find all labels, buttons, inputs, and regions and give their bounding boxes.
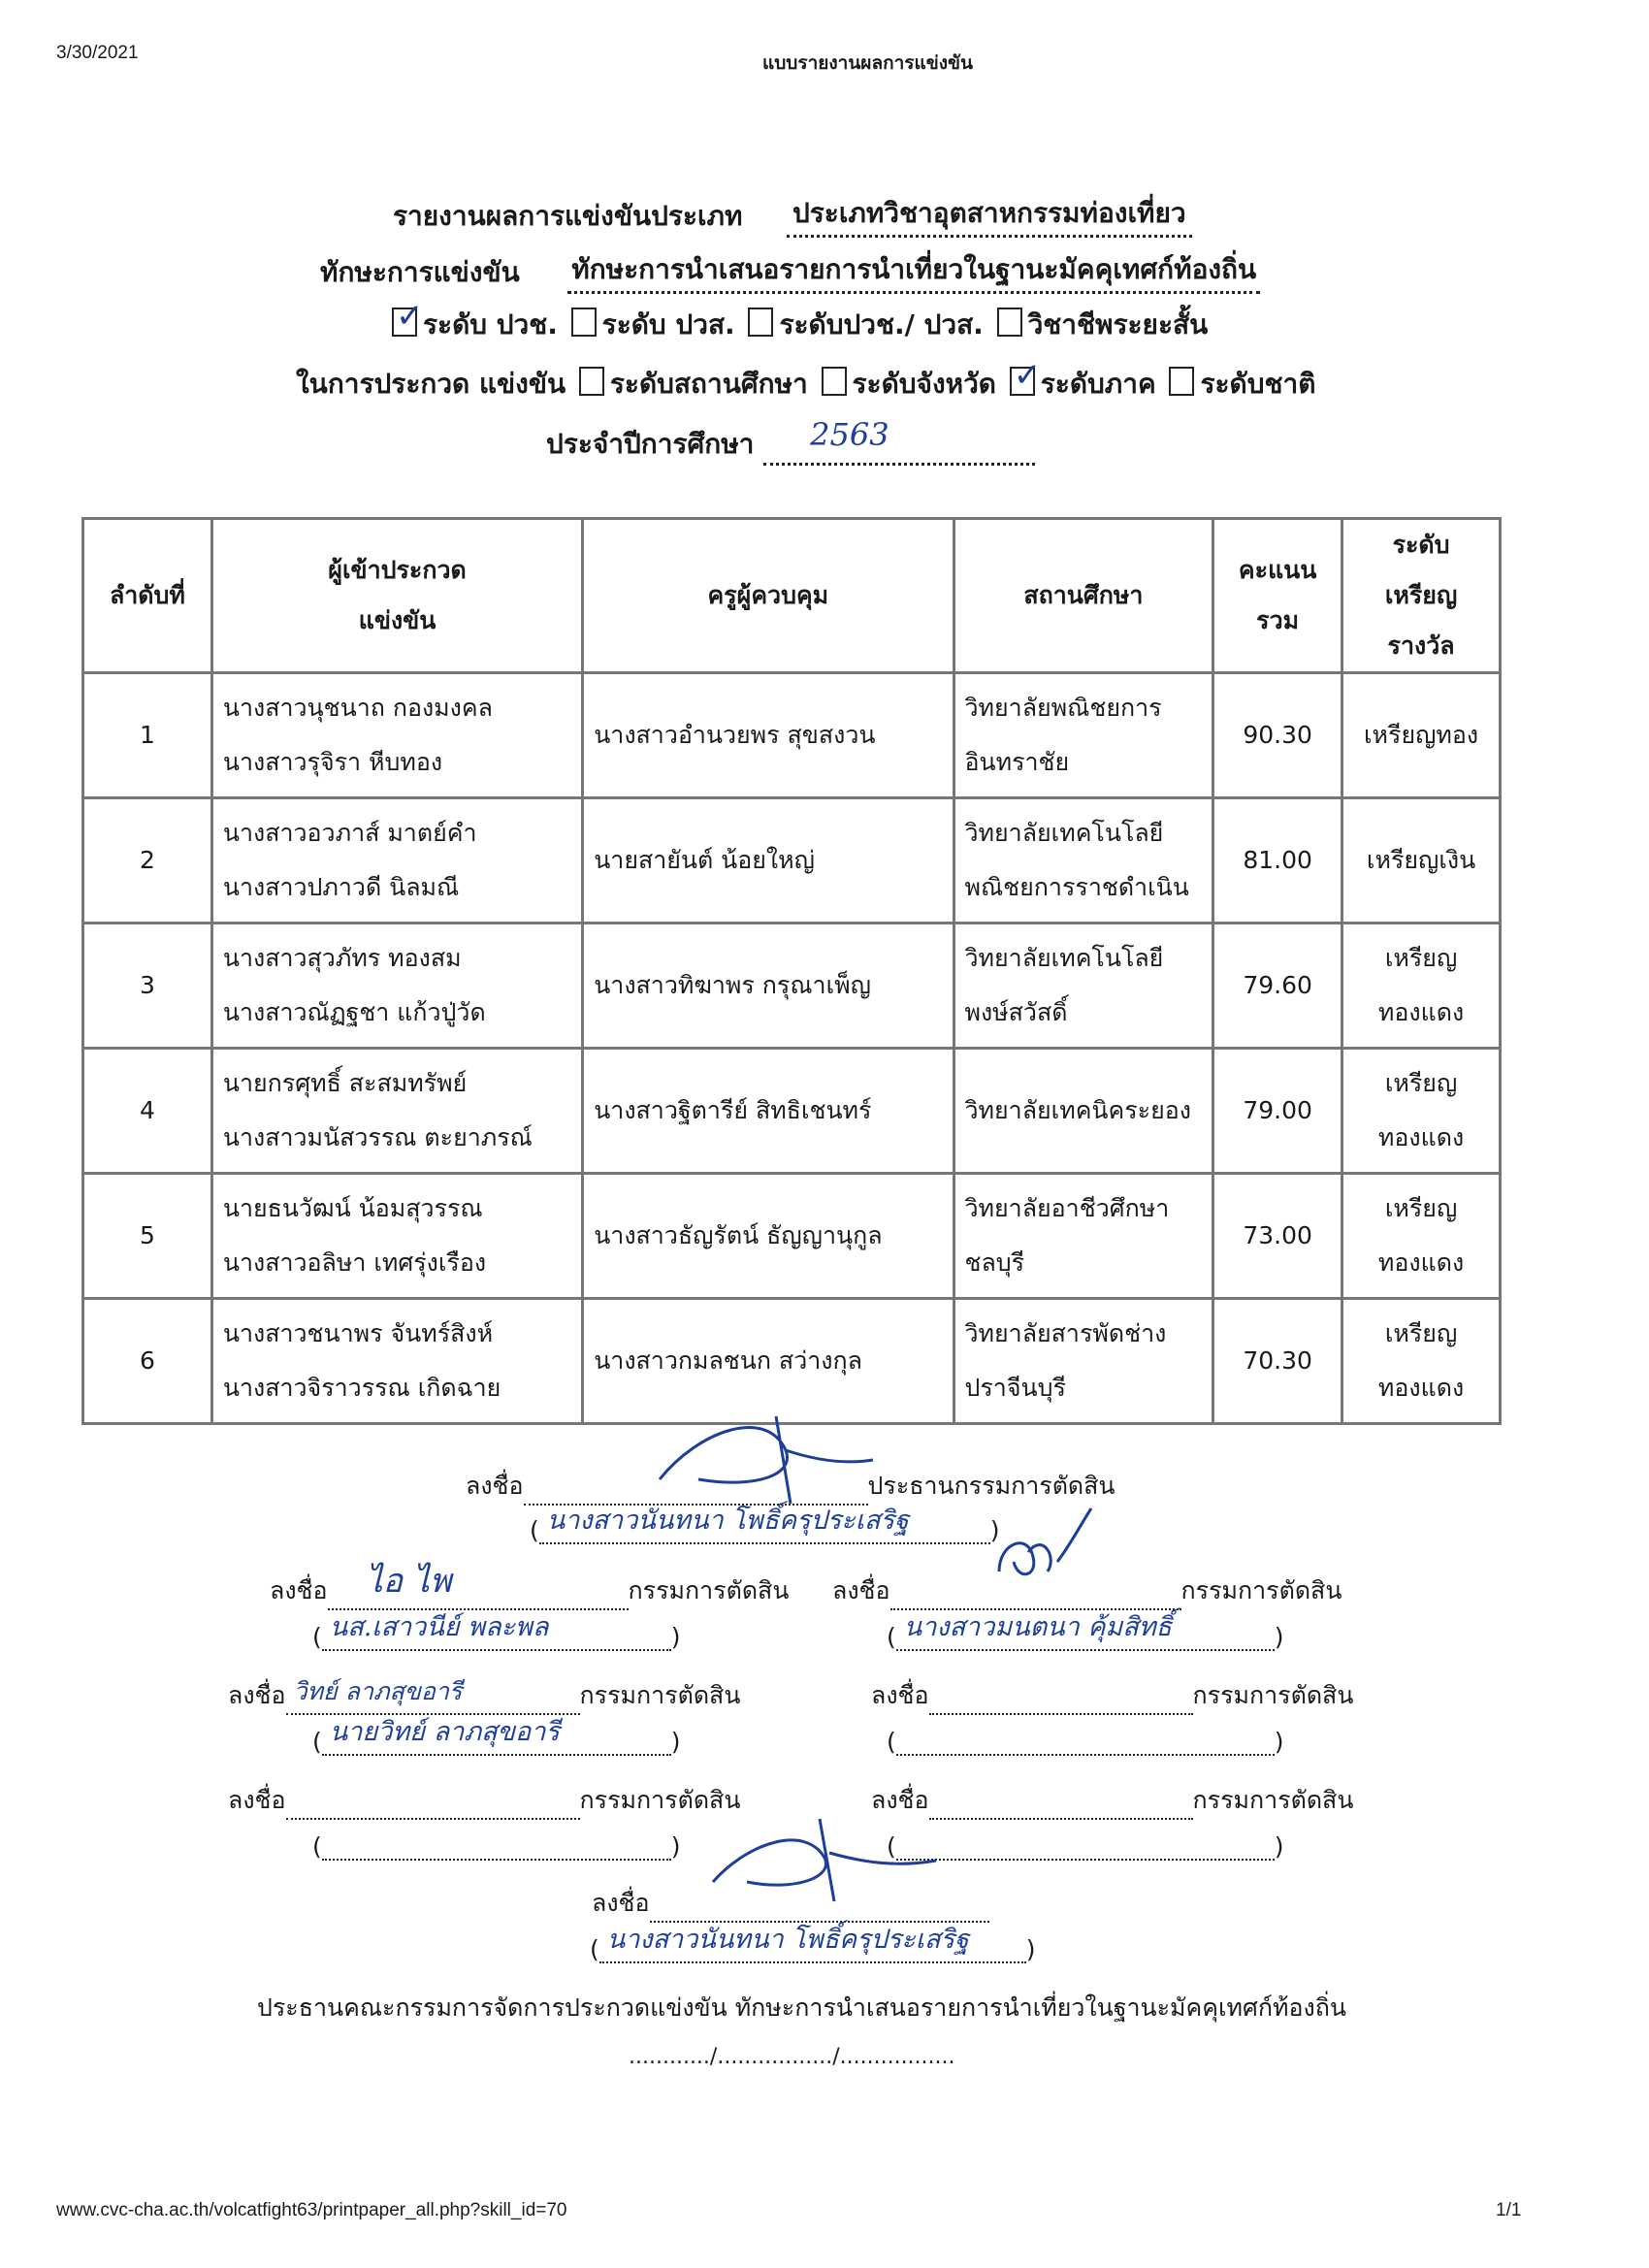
row-no: 6 [83, 1299, 212, 1424]
judge1-name-row: ( นส.เสาวนีย์ พละพล ) [312, 1622, 681, 1651]
final-name-row: ( นางสาวนันทนา โพธิ์ครุประเสริฐ ) [590, 1934, 1036, 1963]
contest-checkbox-province[interactable] [822, 367, 847, 396]
year-line [546, 416, 1035, 466]
type-line [393, 192, 1192, 238]
judge2-name-row: ( นางสาวมนตนา คุ้มสิทธิ์ ) [887, 1622, 1284, 1651]
chair-name: นางสาวนันทนา โพธิ์ครุประเสริฐ [546, 1506, 909, 1536]
level-options [388, 297, 1209, 346]
judge4-name-row: ( ) [887, 1728, 1284, 1756]
year-value: 2563 [810, 416, 889, 453]
header-score: คะแนน รวม [1213, 519, 1342, 673]
row-teacher: นายสายันต์ น้อยใหญ่ [583, 798, 954, 923]
header-school: สถานศึกษา [954, 519, 1213, 673]
row-score: 70.30 [1213, 1299, 1342, 1424]
row-score: 79.60 [1213, 923, 1342, 1049]
row-no: 1 [83, 673, 212, 798]
table-header-row [83, 519, 1501, 673]
row-score: 73.00 [1213, 1174, 1342, 1299]
contest-label: ในการประกวด แข่งขัน [296, 368, 566, 400]
row-medal: เหรียญ ทองแดง [1342, 1299, 1501, 1424]
header-no: ลำดับที่ [83, 519, 212, 673]
judge2-name: นางสาวมนตนา คุ้มสิทธิ์ [903, 1612, 1172, 1642]
judge2-signature-image [989, 1504, 1096, 1591]
print-date: 3/30/2021 [56, 43, 139, 63]
print-title: แบบรายงานผลการแข่งขัน [762, 53, 973, 74]
level-label-high-vocational: ระดับ ปวส. [601, 308, 735, 340]
type-value: ประเภทวิชาอุตสาหกรรมท่องเที่ยว [787, 192, 1192, 238]
judge5-name-row: ( ) [312, 1832, 681, 1861]
final-name: นางสาวนันทนา โพธิ์ครุประเสริฐ [606, 1925, 969, 1955]
row-school: วิทยาลัยพณิชยการ อินทราชัย [954, 673, 1213, 798]
row-teacher: นางสาวกมลชนก สว่างกุล [583, 1299, 954, 1424]
row-teacher: นางสาวอำนวยพร สุขสงวน [583, 673, 954, 798]
row-school: วิทยาลัยอาชีวศึกษา ชลบุรี [954, 1174, 1213, 1299]
judge1-name: นส.เสาวนีย์ พละพล [329, 1612, 549, 1642]
contest-label-province: ระดับจังหวัด [852, 368, 996, 400]
header-contestant: ผู้เข้าประกวด แข่งขัน [211, 519, 582, 673]
row-no: 3 [83, 923, 212, 1049]
footer-url: www.cvc-cha.ac.th/volcatfight63/printpaper_all.php?skill_id=70 [56, 2200, 567, 2220]
row-score: 90.30 [1213, 673, 1342, 798]
header-teacher: ครูผู้ควบคุม [583, 519, 954, 673]
contest-options [296, 356, 1316, 405]
judge6-name-row: ( ) [887, 1832, 1284, 1861]
contest-label-region: ระดับภาค [1040, 368, 1156, 400]
row-contestants: นางสาวนุชนาถ กองมงคล นางสาวรุจิรา หีบทอง [211, 673, 582, 798]
header-medal: ระดับ เหรียญรางวัล [1342, 519, 1501, 673]
judge6-sign-row: ลงชื่อ กรรมการตัดสิน [871, 1781, 1353, 1820]
row-medal: เหรียญทอง [1342, 673, 1501, 798]
type-label: รายงานผลการแข่งขันประเภท [393, 200, 743, 232]
row-medal: เหรียญเงิน [1342, 798, 1501, 923]
judge3-signature: วิทย์ ลาภสุขอารี [293, 1677, 463, 1705]
level-label-vocational: ระดับ ปวช. [423, 308, 558, 340]
chair-name-row: ( นางสาวนันทนา โพธิ์ครุประเสริฐ ) [530, 1515, 1000, 1544]
row-teacher: นางสาวทิฆาพร กรุณาเพ็ญ [583, 923, 954, 1049]
row-medal: เหรียญ ทองแดง [1342, 923, 1501, 1049]
row-no: 5 [83, 1174, 212, 1299]
contest-checkbox-region[interactable] [1010, 356, 1042, 396]
skill-line [320, 248, 1260, 294]
row-school: วิทยาลัยเทคโนโลยี พงษ์สวัสดิ์ [954, 923, 1213, 1049]
row-score: 79.00 [1213, 1049, 1342, 1174]
level-label-short-course: วิชาชีพระยะสั้น [1027, 308, 1209, 340]
footer-page: 1/1 [1496, 2200, 1522, 2220]
level-checkbox-both[interactable] [748, 308, 773, 337]
judge5-sign-row: ลงชื่อ กรรมการตัดสิน [228, 1781, 740, 1820]
row-contestants: นางสาวชนาพร จันทร์สิงห์ นางสาวจิราวรรณ เกิดฉาย [211, 1299, 582, 1424]
judge1-signature: ไอ ไพ [366, 1562, 452, 1601]
row-contestants: นายธนวัฒน์ น้อมสุวรรณ นางสาวอลิษา เทศรุ่งเรือง [211, 1174, 582, 1299]
chair-sign-row: ลงชื่อ ประธานกรรมการตัดสิน [466, 1467, 1116, 1506]
level-checkbox-high-vocational[interactable] [571, 308, 597, 337]
judge4-sign-row: ลงชื่อ กรรมการตัดสิน [871, 1676, 1353, 1715]
results-table [81, 517, 1502, 1425]
judge1-sign-row: ลงชื่อ ไอ ไพ กรรมการตัดสิน [270, 1571, 789, 1610]
row-teacher: นางสาวฐิตารีย์ สิทธิเชนทร์ [583, 1049, 954, 1174]
contest-label-national: ระดับชาติ [1200, 368, 1316, 400]
skill-value: ทักษะการนำเสนอรายการนำเที่ยวในฐานะมัคคุเทศก์ท้องถิ่น [567, 248, 1260, 294]
level-checkbox-vocational[interactable] [392, 297, 424, 337]
table-row [83, 1299, 1501, 1424]
table-row [83, 1049, 1501, 1174]
chair-title: ประธานกรรมการตัดสิน [867, 1472, 1116, 1500]
row-no: 2 [83, 798, 212, 923]
final-sign-row: ลงชื่อ [592, 1884, 989, 1923]
level-label-both: ระดับปวช./ ปวส. [779, 308, 984, 340]
row-contestants: นางสาวสุวภัทร ทองสม นางสาวณัฏฐชา แก้วปู่วัด [211, 923, 582, 1049]
table-row [83, 1174, 1501, 1299]
row-medal: เหรียญ ทองแดง [1342, 1174, 1501, 1299]
check-mark-icon: ✓ [1013, 356, 1042, 395]
table-row [83, 798, 1501, 923]
row-school: วิทยาลัยเทคนิคระยอง [954, 1049, 1213, 1174]
contest-label-school: ระดับสถานศึกษา [609, 368, 808, 400]
judge2-sign-row: ลงชื่อ กรรมการตัดสิน [832, 1571, 1342, 1610]
judge3-name: นายวิทย์ ลาภสุขอารี [329, 1717, 560, 1747]
row-contestants: นางสาวอวภาส์ มาตย์คำ นางสาวปภาวดี นิลมณี [211, 798, 582, 923]
row-medal: เหรียญ ทองแดง [1342, 1049, 1501, 1174]
check-mark-icon: ✓ [396, 297, 424, 336]
row-school: วิทยาลัยเทคโนโลยี พณิชยการราชดำเนิน [954, 798, 1213, 923]
skill-label: ทักษะการแข่งขัน [320, 256, 520, 288]
row-teacher: นางสาวธัญรัตน์ ธัญญานุกูล [583, 1174, 954, 1299]
row-no: 4 [83, 1049, 212, 1174]
row-school: วิทยาลัยสารพัดช่าง ปราจีนบุรี [954, 1299, 1213, 1424]
contest-checkbox-school[interactable] [579, 367, 604, 396]
committee-title: ประธานคณะกรรมการจัดการประกวดแข่งขัน ทักษะการนำเสนอรายการนำเที่ยวในฐานะมัคคุเทศก์ท้องถิ่น [257, 1993, 1346, 2022]
table-row [83, 923, 1501, 1049]
judge3-name-row: ( นายวิทย์ ลาภสุขอารี ) [312, 1727, 681, 1756]
date-line: ............/................./................. [629, 2045, 955, 2069]
year-label: ประจำปีการศึกษา [546, 428, 755, 460]
row-score: 81.00 [1213, 798, 1342, 923]
contest-checkbox-national[interactable] [1169, 367, 1194, 396]
judge3-sign-row: ลงชื่อ วิทย์ ลาภสุขอารี กรรมการตัดสิน [228, 1676, 740, 1715]
row-contestants: นายกรศุทธิ์ สะสมทรัพย์ นางสาวมนัสวรรณ ตะยาภรณ์ [211, 1049, 582, 1174]
table-row [83, 673, 1501, 798]
level-checkbox-short-course[interactable] [997, 308, 1022, 337]
